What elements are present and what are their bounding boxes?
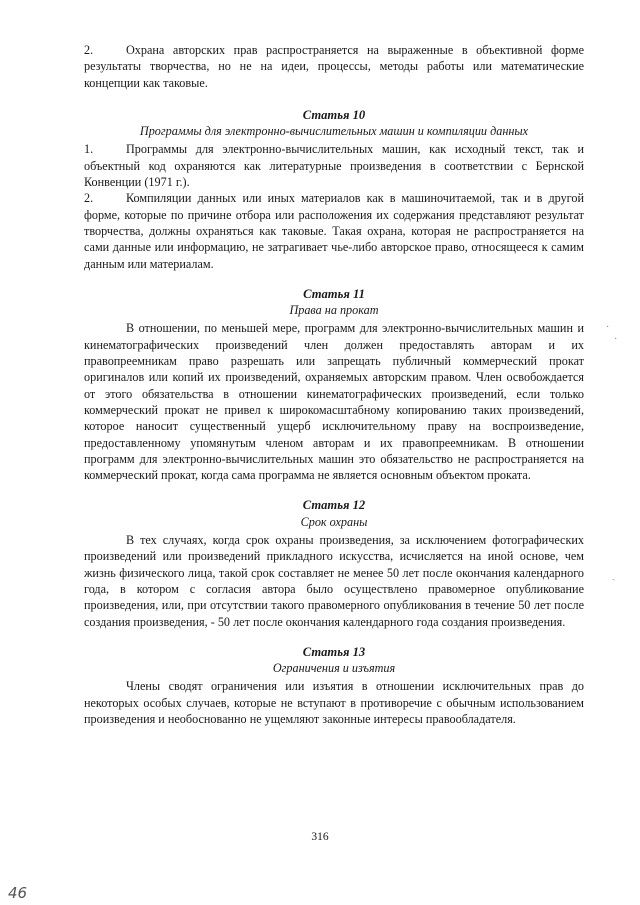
article-11-paragraph: В отношении, по меньшей мере, программ для электронно-вычислительных машин и кинематографических произведений член должен предоставлять авторам и их правопреемникам право разрешать или запрещать публичный коммерческий прокат оригиналов или копий их произведений, охраняемых авторским правом. Член освобождается от этого обязательства в отношении кинематографических произведений, если только коммерческий прокат не привел к широкомасштабному копированию таких произведений, которое наносит существенный ущерб исключительному праву на воспроизведение, предоставленному упомянутым членом авторам и их правопреемникам. В отношении программ для электронно-вычислительных машин это обязательство не распространяется на коммерческий прокат, когда сама программа не является основным объектом проката. — [84, 321, 584, 483]
article-12-subtitle: Срок охраны — [300, 514, 368, 529]
article-12-title: Статья 12 — [302, 498, 366, 513]
article-11-subtitle: Права на прокат — [289, 303, 379, 318]
paragraph-text: Программы для электронно-вычислительных машин, как исходный текст, так и объектный код охраняются как литературные произведения в соответствии с Бернской Конвенции (1971 г.). — [84, 142, 584, 190]
article-12-paragraph: В тех случаях, когда срок охраны произведения, за исключением фотографических произведений или произведений прикладного искусства, исчисляется на иной основе, чем жизнь физического лица, такой срок составляет не менее 50 лет после окончания календарного года, в котором с согласия автора было осуществлено правомерное опубликование произведения, или, при отсутствии такого правомерного опубликования в течение 50 лет после создания произведения, - 50 лет после окончания календарного года создания произведения. — [84, 533, 584, 629]
page-number: 316 — [311, 831, 329, 843]
scan-speck: · — [606, 322, 610, 333]
article-13-paragraph: Члены сводят ограничения или изъятия в отношении исключительных прав до некоторых особых случаев, которые не вступают в противоречие с обычным использованием произведения и необоснованно не ущемляют законные интересы правообладателя. — [84, 679, 584, 726]
document-body — [84, 42, 584, 727]
scan-speck: ˏ — [612, 570, 616, 581]
handwritten-note: 46 — [8, 884, 28, 902]
article-11-title: Статья 11 — [303, 286, 365, 301]
paragraph-number: 1. — [84, 142, 94, 157]
paragraph-number: 2. — [84, 43, 94, 57]
article-10-title: Статья 10 — [302, 107, 366, 122]
paragraph-text: Компиляции данных или иных материалов как в машиночитаемой, так и в другой форме, которые по причине отбора или расположения их содержания представляют результат творчества, должны охраняться как таковые. Такая охрана, которая не распространяется на сами данные или информацию, не затрагивает чье-либо авторское право, относящееся к самим данным или материалам. — [84, 191, 584, 271]
article-13-title: Статья 13 — [302, 644, 366, 659]
article-10-paragraph-2 — [84, 190, 584, 271]
paragraph-2 — [84, 42, 584, 91]
article-13-subtitle: Ограничения и изъятия — [272, 661, 396, 676]
scan-speck: · — [614, 334, 618, 345]
paragraph-text: Охрана авторских прав распространяется на выраженные в объективной форме результаты творчества, но не на идеи, процессы, методы работы или математические концепции как таковые. — [84, 43, 584, 90]
article-10-paragraph-1 — [84, 141, 584, 190]
article-10-subtitle: Программы для электронно-вычислительных машин и компиляции данных — [139, 124, 529, 139]
paragraph-number: 2. — [84, 191, 94, 206]
